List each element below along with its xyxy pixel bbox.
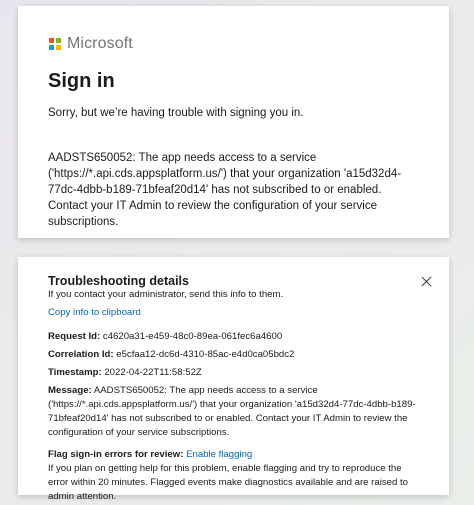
- troubleshooting-subtitle: If you contact your administrator, send this info to them.: [48, 289, 284, 300]
- request-id-label: Request Id:: [48, 331, 101, 342]
- message-row: [48, 384, 421, 440]
- flag-description: If you plan on getting help for this problem, enable flagging and try to reproduce the error within 20 minutes. Flagged events make diagnostics available and are raised to admin attention.: [48, 463, 408, 502]
- message-value: AADSTS650052: The app needs access to a service ('https://*.api.cds.appsplatform.us/') that your organization 'a15d32d4-77dc-4dbb-b189-71bfeaf20d14' has not subscribed to or enabled. Contact your IT Admin to review the configuration of your service subscriptions.: [48, 385, 416, 438]
- correlation-id-value: e5cfaa12-dc6d-4310-85ac-e4d0ca05bdc2: [116, 349, 295, 360]
- microsoft-squares-icon: [48, 37, 62, 51]
- correlation-id-row: [48, 348, 421, 362]
- brand-name: Microsoft: [67, 35, 133, 52]
- correlation-id-label: Correlation Id:: [48, 349, 114, 360]
- enable-flagging-link[interactable]: Enable flagging: [186, 449, 253, 460]
- sign-in-card: [18, 6, 449, 238]
- copy-to-clipboard-link[interactable]: Copy info to clipboard: [48, 307, 141, 318]
- troubleshooting-title: Troubleshooting details: [48, 274, 189, 288]
- troubleshooting-card: [18, 257, 449, 502]
- error-message: AADSTS650052: The app needs access to a service ('https://*.api.cds.appsplatform.us/') that your organization 'a15d32d4-77dc-4dbb-b189-71bfeaf20d14' has not subscribed to or enabled. Contact your IT Admin to review the configuration of your service subscriptions.: [48, 152, 402, 228]
- timestamp-value: 2022-04-22T11:58:52Z: [104, 367, 202, 378]
- timestamp-label: Timestamp:: [48, 367, 102, 378]
- close-icon[interactable]: [419, 274, 435, 290]
- message-label: Message:: [48, 385, 92, 396]
- timestamp-row: [48, 366, 421, 380]
- sign-in-lead: Sorry, but we’re having trouble with signing you in.: [48, 107, 304, 119]
- request-id-value: c4620a31-e459-48c0-89ea-061fec6a4600: [102, 331, 283, 342]
- page-title: Sign in: [48, 70, 115, 92]
- microsoft-logo: [48, 34, 421, 54]
- request-id-row: [48, 330, 421, 344]
- flag-row: [48, 448, 421, 462]
- flag-label: Flag sign-in errors for review:: [48, 449, 184, 460]
